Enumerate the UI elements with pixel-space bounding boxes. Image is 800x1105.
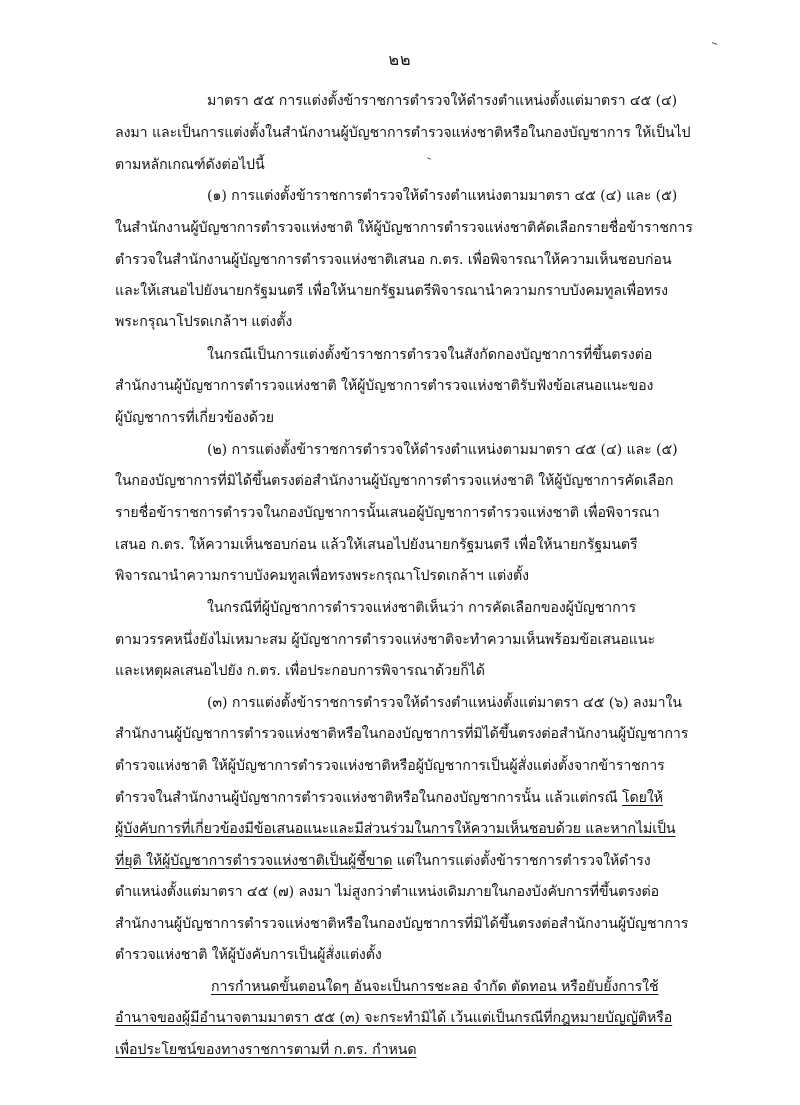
- text-line: พิจารณานำความกราบบังคมทูลเพื่อทรงพระกรุณาโปรดเกล้าฯ แต่งตั้ง: [115, 568, 529, 584]
- text-line: ตำรวจแห่งชาติ ให้ผู้บัญชาการตำรวจแห่งชาติหรือผู้บัญชาการเป็นผู้สั่งแต่งตั้งจากข้าราชการ: [115, 758, 665, 774]
- text-line: ในกองบัญชาการที่มิได้ขึ้นตรงต่อสำนักงานผู้บัญชาการตำรวจแห่งชาติ ให้ผู้บัญชาการคัดเลือก: [115, 473, 674, 489]
- scan-mark: [427, 157, 431, 159]
- text-line: ตำแหน่งตั้งแต่มาตรา ๔๕ (๗) ลงมา ไม่สูงกว่าตำแหน่งเดิมภายในกองบังคับการที่ขึ้นตรงต่อ: [115, 884, 660, 900]
- text-line: สำนักงานผู้บัญชาการตำรวจแห่งชาติหรือในกองบัญชาการที่มิได้ขึ้นตรงต่อสำนักงานผู้บัญชาการ: [115, 726, 689, 742]
- text-line: สำนักงานผู้บัญชาการตำรวจแห่งชาติ ให้ผู้บัญชาการตำรวจแห่งชาติรับฟังข้อเสนอแนะของ: [115, 378, 654, 394]
- text-line: [115, 1040, 416, 1060]
- text-line: ในกรณีที่ผู้บัญชาการตำรวจแห่งชาติเห็นว่า การคัดเลือกของผู้บัญชาการ: [207, 600, 637, 616]
- text-line: ผู้บัญชาการที่เกี่ยวข้องด้วย: [115, 410, 274, 426]
- text-line: ตามหลักเกณฑ์ดังต่อไปนี้: [115, 157, 265, 173]
- text-line: พระกรุณาโปรดเกล้าฯ แต่งตั้ง: [115, 314, 293, 330]
- text-line: และให้เสนอไปยังนายกรัฐมนตรี เพื่อให้นายกรัฐมนตรีพิจารณานำความกราบบังคมทูลเพื่อทรง: [115, 283, 669, 299]
- text-line: ในกรณีเป็นการแต่งตั้งข้าราชการตำรวจในสังกัดกองบัญชาการที่ขึ้นตรงต่อ: [207, 347, 653, 363]
- underlined-text: เพื่อประโยชน์ของทางราชการตามที่ ก.ตร. กำหนด: [115, 1042, 417, 1058]
- text-line: (๓) การแต่งตั้งข้าราชการตำรวจให้ดำรงตำแหน่งตั้งแต่มาตรา ๔๕ (๖) ลงมาใน: [207, 695, 682, 711]
- text-line: [115, 819, 676, 839]
- underlined-text: อำนาจของผู้มีอำนาจตามมาตรา ๕๕ (๓) จะกระทำมิได้ เว้นแต่เป็นกรณีที่กฎหมายบัญญัติหรือ: [115, 1010, 673, 1026]
- text-line: [115, 1008, 672, 1028]
- text-line: ตำรวจในสำนักงานผู้บัญชาการตำรวจแห่งชาติหรือในกองบัญชาการนั้น แล้วแต่กรณี โดยให้: [115, 790, 663, 806]
- text-line: มาตรา ๕๕ การแต่งตั้งข้าราชการตำรวจให้ดำรงตำแหน่งตั้งแต่มาตรา ๔๕ (๔): [207, 93, 678, 109]
- text-line: ในสำนักงานผู้บัญชาการตำรวจแห่งชาติ ให้ผู้บัญชาการตำรวจแห่งชาติคัดเลือกรายชื่อข้าราชการ: [115, 220, 693, 236]
- text-line: [211, 977, 659, 997]
- underlined-text: ผู้บังคับการที่เกี่ยวข้องมีข้อเสนอแนะและมีส่วนร่วมในการให้ความเห็นชอบด้วย และหากไม่เป็น: [115, 821, 676, 837]
- text-line: ตามวรรคหนึ่งยังไม่เหมาะสม ผู้บัญชาการตำรวจแห่งชาติจะทำความเห็นพร้อมข้อเสนอแนะ: [115, 632, 655, 648]
- text-line: (๒) การแต่งตั้งข้าราชการตำรวจให้ดำรงตำแหน่งตามมาตรา ๔๕ (๔) และ (๕): [207, 442, 678, 458]
- text-line: สำนักงานผู้บัญชาการตำรวจแห่งชาติหรือในกองบัญชาการที่มิได้ขึ้นตรงต่อสำนักงานผู้บัญชาการ: [115, 916, 689, 932]
- underlined-text: ที่ยุติ ให้ผู้บัญชาการตำรวจแห่งชาติเป็นผู้ชี้ขาด: [115, 853, 393, 869]
- page-number: ๒๒: [388, 50, 412, 69]
- underlined-text: การกำหนดขั้นตอนใดๆ อันจะเป็นการชะลอ จำกัด ตัดทอน หรือยับยั้งการใช้: [211, 979, 659, 995]
- text-line: ตำรวจในสำนักงานผู้บัญชาการตำรวจแห่งชาติเสนอ ก.ตร. เพื่อพิจารณาให้ความเห็นชอบก่อน: [115, 252, 672, 268]
- text-line: ที่ยุติ ให้ผู้บัญชาการตำรวจแห่งชาติเป็นผู้ชี้ขาด แต่ในการแต่งตั้งข้าราชการตำรวจให้ดำรง: [115, 853, 651, 869]
- text-line: เสนอ ก.ตร. ให้ความเห็นชอบก่อน แล้วให้เสนอไปยังนายกรัฐมนตรี เพื่อให้นายกรัฐมนตรี: [115, 537, 638, 553]
- scan-mark: [712, 42, 717, 45]
- text-line: รายชื่อข้าราชการตำรวจในกองบัญชาการนั้นเสนอผู้บัญชาการตำรวจแห่งชาติ เพื่อพิจารณา: [115, 505, 660, 521]
- text-line: และเหตุผลเสนอไปยัง ก.ตร. เพื่อประกอบการพิจารณาด้วยก็ได้: [115, 663, 485, 679]
- underlined-text: โดยให้: [621, 790, 663, 806]
- text-line: (๑) การแต่งตั้งข้าราชการตำรวจให้ดำรงตำแหน่งตามมาตรา ๔๕ (๔) และ (๕): [207, 188, 678, 204]
- text-line: ตำรวจแห่งชาติ ให้ผู้บังคับการเป็นผู้สั่งแต่งตั้ง: [115, 947, 382, 963]
- text-line: ลงมา และเป็นการแต่งตั้งในสำนักงานผู้บัญชาการตำรวจแห่งชาติหรือในกองบัญชาการ ให้เป็นไป: [115, 125, 691, 141]
